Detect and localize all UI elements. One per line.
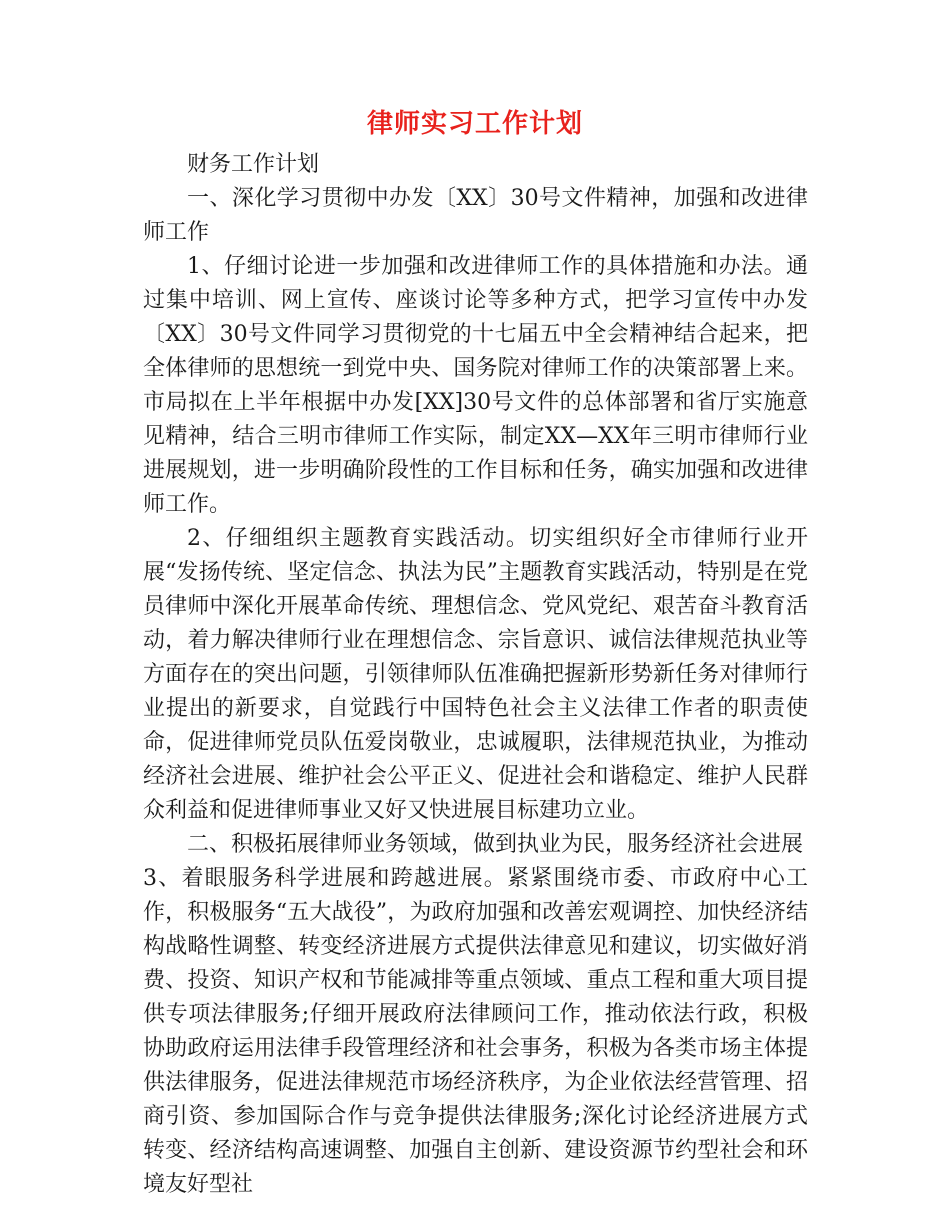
document-title: 律师实习工作计划 — [366, 109, 583, 139]
document-body — [143, 148, 808, 1202]
paragraph-subtitle: 财务工作计划 — [187, 152, 320, 177]
paragraph-section-one-heading: 一、深化学习贯彻中办发〔XX〕30号文件精神，加强和改进律师工作 — [143, 186, 808, 245]
paragraph-item-two: 2、仔细组织主题教育实践活动。切实组织好全市律师行业开展“发扬传统、坚定信念、执法为民”主题教育实践活动，特别是在党员律师中深化开展革命传统、理想信念、党风党纪、艰苦奋斗教育活动，着力解决律师行业在理想信念、宗旨意识、诚信法律规范执业等方面存在的突出问题，引领律师队伍准确把握新形势新任务对律师行业提出的新要求，自觉践行中国特色社会主义法律工作者的职责使命，促进律师党员队伍爱岗敬业，忠诚履职，法律规范执业，为推动经济社会进展、维护社会公平正义、促进社会和谐稳定、维护人民群众利益和促进律师事业又好又快进展目标建功立业。 — [143, 526, 808, 823]
paragraph-item-three: 3、着眼服务科学进展和跨越进展。紧紧围绕市委、市政府中心工作，积极服务“五大战役”，为政府加强和改善宏观调控、加快经济结构战略性调整、转变经济进展方式提供法律意见和建议，切实做好消费、投资、知识产权和节能减排等重点领域、重点工程和重大项目提供专项法律服务;仔细开展政府法律顾问工作，推动依法行政，积极协助政府运用法律手段管理经济和社会事务，积极为各类市场主体提供法律服务，促进法律规范市场经济秩序，为企业依法经营管理、招商引资、参加国际合作与竞争提供法律服务;深化讨论经济进展方式转变、经济结构高速调整、加强自主创新、建设资源节约型社会和环境友好型社 — [143, 866, 808, 1197]
paragraph-section-two-heading: 二、积极拓展律师业务领域，做到执业为民，服务经济社会进展 — [187, 832, 804, 857]
paragraph-item-one: 1、仔细讨论进一步加强和改进律师工作的具体措施和办法。通过集中培训、网上宣传、座谈讨论等多种方式，把学习宣传中办发〔XX〕30号文件同学习贯彻党的十七届五中全会精神结合起来，把全体律师的思想统一到党中央、国务院对律师工作的决策部署上来。市局拟在上半年根据中办发[XX]30号文件的总体部署和省厅实施意见精神，结合三明市律师工作实际，制定XX—XX年三明市律师行业进展规划，进一步明确阶段性的工作目标和任务，确实加强和改进律师工作。 — [143, 254, 808, 517]
